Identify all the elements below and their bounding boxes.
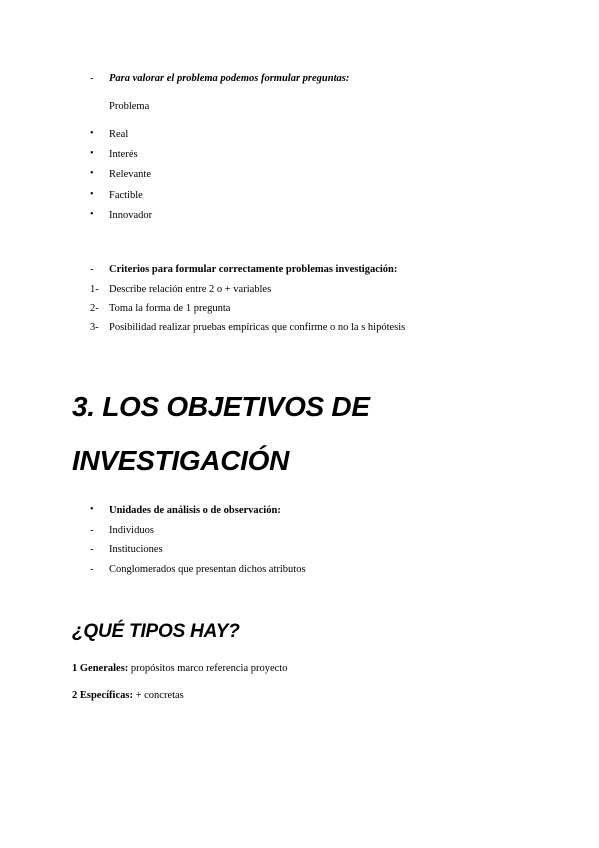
list-item: Relevante <box>109 169 151 180</box>
dash-marker: - <box>90 525 94 536</box>
heading-main-line2: INVESTIGACIÓN <box>72 445 290 476</box>
numbered-item: Posibilidad realizar pruebas empíricas que confirme o no la s hipótesis <box>109 322 406 333</box>
bullet-icon: • <box>90 504 94 515</box>
bullet-icon: • <box>90 209 94 220</box>
dash-marker: - <box>90 264 94 275</box>
type-label: 2 Específicas: <box>72 690 133 701</box>
list-item: Conglomerados que presentan dichos atributos <box>109 564 306 575</box>
list-number: 3- <box>90 322 99 333</box>
type-label: 1 Generales: <box>72 663 129 674</box>
list-item: Instituciones <box>109 544 163 555</box>
type-line <box>72 663 287 674</box>
heading-main-line1: 3. LOS OBJETIVOS DE <box>72 391 370 422</box>
type-text: + concretas <box>132 690 184 701</box>
dash-marker: - <box>90 73 94 84</box>
section2-lead: Criterios para formular correctamente problemas investigación: <box>109 264 398 275</box>
list-number: 2- <box>90 303 99 314</box>
section1-lead: Para valorar el problema podemos formular preguntas: <box>109 73 350 84</box>
bullet-icon: • <box>90 189 94 200</box>
dash-marker: - <box>90 544 94 555</box>
list-item: Interés <box>109 149 138 160</box>
numbered-item: Toma la forma de 1 pregunta <box>109 303 231 314</box>
bullet-icon: • <box>90 128 94 139</box>
numbered-item: Describe relación entre 2 o + variables <box>109 284 272 295</box>
list-item: Individuos <box>109 525 154 536</box>
bullet-icon: • <box>90 148 94 159</box>
dash-marker: - <box>90 564 94 575</box>
bullet-icon: • <box>90 168 94 179</box>
type-text: propósitos marco referencia proyecto <box>128 663 288 674</box>
type-line <box>72 690 184 701</box>
list-item: Real <box>109 129 129 140</box>
section3-lead: Unidades de análisis o de observación: <box>109 505 281 516</box>
list-item: Factible <box>109 190 143 201</box>
heading-types: ¿QUÉ TIPOS HAY? <box>72 621 240 642</box>
list-number: 1- <box>90 284 99 295</box>
list-item: Innovador <box>109 210 153 221</box>
section1-subhead: Problema <box>109 101 150 112</box>
